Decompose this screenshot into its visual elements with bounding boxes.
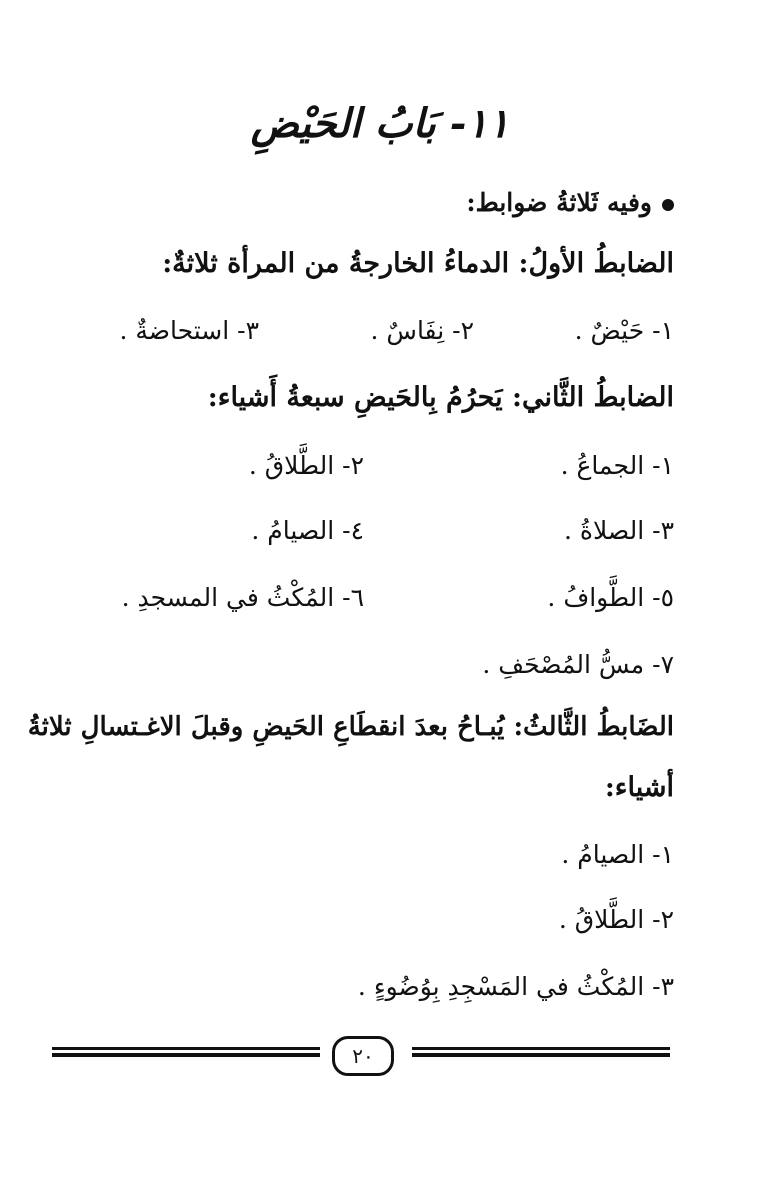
footer-rule-right bbox=[412, 1047, 670, 1057]
rule2-items-row bbox=[80, 516, 674, 545]
rule1-item: ٢- نِفَاسٌ . bbox=[370, 316, 474, 345]
rule2-items-row bbox=[80, 451, 674, 480]
rule1-item: ١- حَيْضٌ . bbox=[574, 316, 674, 345]
footer-rule-left bbox=[52, 1047, 320, 1057]
rule1-items-row bbox=[80, 316, 674, 345]
rule2-item: ٦- المُكْثُ في المسجدِ . bbox=[121, 583, 364, 612]
rule3-heading-continuation: أشياء: bbox=[604, 772, 674, 803]
rule1-heading: الضابطُ الأولُ: الدماءُ الخارجةُ من المرأة ثلاثةٌ: bbox=[162, 248, 674, 279]
rule2-item: ٢- الطَّلاقُ . bbox=[248, 451, 364, 480]
rule2-item: ٥- الطَّوافُ . bbox=[547, 583, 674, 612]
rule3-heading: الضَابطُ الثَّالثُ: يُبـاحُ بعدَ انقطَاعِ الحَيضِ وقبلَ الاغـتسالِ ثلاثةُ bbox=[27, 712, 674, 742]
rule2-item: ٧- مسُّ المُصْحَفِ . bbox=[482, 650, 674, 679]
rule3-item: ١- الصيامُ . bbox=[561, 840, 674, 869]
rule2-item: ٣- الصلاةُ . bbox=[564, 516, 674, 545]
rule2-item: ٤- الصيامُ . bbox=[251, 516, 364, 545]
rule2-items-row bbox=[80, 583, 674, 612]
page-number: ٢٠ bbox=[332, 1036, 394, 1076]
rule3-item: ٣- المُكْثُ في المَسْجِدِ بِوُضُوءٍ . bbox=[357, 972, 674, 1001]
rule2-item: ١- الجماعُ . bbox=[560, 451, 674, 480]
rule2-heading: الضابطُ الثَّاني: يَحرُمُ بِالحَيضِ سبعةُ أَشياء: bbox=[207, 382, 674, 413]
rule3-item: ٢- الطَّلاقُ . bbox=[558, 905, 674, 934]
rule1-item: ٣- استحاضةٌ . bbox=[119, 316, 259, 345]
chapter-title: ١١- بَابُ الحَيْضِ bbox=[250, 100, 510, 147]
intro-text: وفيه ثَلاثةُ ضوابط: bbox=[466, 188, 652, 217]
bullet-icon bbox=[662, 199, 674, 211]
intro-line bbox=[466, 188, 674, 217]
